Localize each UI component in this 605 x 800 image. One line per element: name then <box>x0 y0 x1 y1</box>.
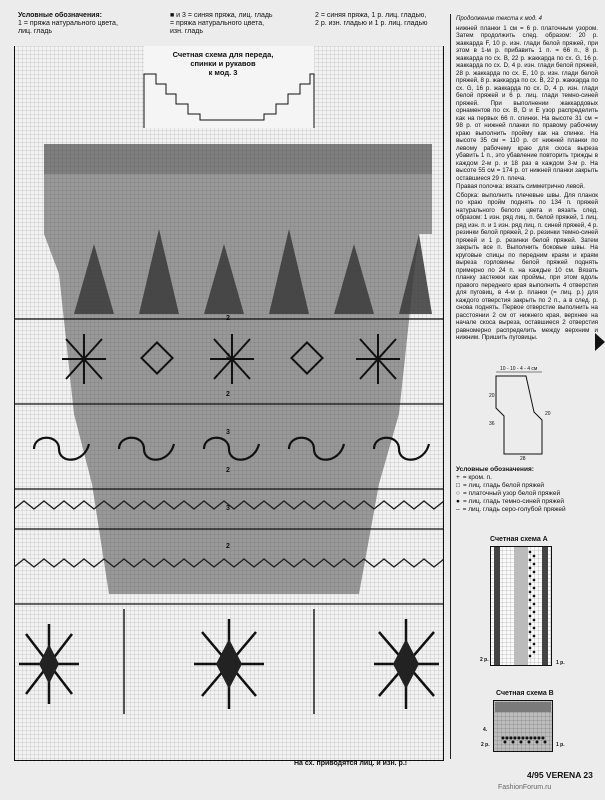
symbol-glyph: ● <box>456 498 460 505</box>
legend-item: ■ и 3 = синяя пряжа, лиц. гладь <box>170 12 273 19</box>
paragraph: Сборка: выполнить плечевые швы. Для планок по краю пройм поднять по 134 п. пряжей натурального белого цвета и вязать след. образом: 1 изн. ряд лиц. п. белой пряжей, 1 лиц. ряд изн. п. и 1 изн. ряд лиц. п. синей пряжей, 4 р. резинки белой пряжей, 2 р. резинки темно-синей пряжей и 1 р. резинки белой пряжей. Затем закрыть все п. Выполнить боковые швы. На круговые спицы по передним краям и краям выреза горловины белой пряжей поднять примерно по 24 п. на каждые 10 см. Вязать планку застежки как проймы, при этом вдоль правого переднего края выполнить 4 отверстия для пуговиц, в 4-м р. планки (= лиц. р.) для каждого отверстия закрыть по 2 п., а в след. р. снова поднять. Первое отверстие выполнить на расстоянии 2 см от нижнего края, верхнее на начале скоса выреза, оставшиеся 2 отверстия равномерно распределить между верхним и нижним. Пришить пуговицы. <box>456 191 598 341</box>
legend-item: 1 = пряжа натурального цвета, <box>18 20 118 27</box>
legend-row <box>456 498 596 506</box>
scheme-b-chart <box>493 700 553 752</box>
row-mark: 2 <box>226 543 230 550</box>
watermark: FashionForum.ru <box>498 784 552 791</box>
scheme-b-title: Счетная схема B <box>496 690 554 697</box>
paragraph: нижней планки 1 см = 6 р. платочным узором. Затем продолжить след. образом: 20 р. жаккарда F, 10 р. изн. глади белой пряжей, при этом в 1-м р. прибавить 1 п. = 66 п., 8 р. жаккарда по сх. B, 22 р. жаккарда по сх. G, 16 р. жаккарда по сх. D, 4 р. изн. глади белой пряжей, 28 р. жаккарда по сх. E, 10 р. изн. глади белой пряжей, 8 р. жаккарда по сх. B, 22 р. жаккарда по сх. G, 16 р. жаккарда по сх. D, 4 р. изн. глади белой пряжей и 6 р. лиц. глади темно-синей пряжей. При выполнении жаккардовых орнаментов по сх. B, D и E узор распределить как на первых 66 п. спинки. На высоте 31 см = 98 р. от нижней планки по правому рабочему краю выполнить пройму как на спинке. На высоте 35 см = 110 р. от нижней планки по левому рабочему краю для скоса выреза убавить 1 п., это убавление повторить трижды в каждом 2-м р. и 18 раз в каждом 3-м р. На высоте 55 см = 174 р. от нижней планки закрыть оставшиеся 29 п. плеча. <box>456 24 598 182</box>
column-divider <box>450 14 451 759</box>
legend-text: = кром. п. <box>462 474 492 481</box>
scheme-a-title: Счетная схема A <box>490 536 548 543</box>
pattern-label-top: 10 - 10 - 4 - 4 см <box>500 366 538 372</box>
row-mark: 2 <box>226 467 230 474</box>
scheme-b-mark-left: 4. <box>483 727 488 733</box>
instructions-text <box>456 16 598 343</box>
scheme-b-mark-right: 1 р. <box>556 742 565 748</box>
row-marks <box>226 300 230 566</box>
legend-row <box>456 482 596 490</box>
legend-item: 2 р. изн. гладью и 1 р. лиц. гладью <box>315 20 428 27</box>
scheme-b-mark-left: 2 р. <box>481 742 490 748</box>
legend-title: Условные обозначения: <box>18 12 102 19</box>
row-mark: 3 <box>226 353 230 360</box>
symbols-legend <box>456 466 596 514</box>
legend-row <box>456 490 596 498</box>
scheme-a-chart <box>490 546 552 666</box>
row-mark: 3 <box>226 505 230 512</box>
legend-item: изн. гладь <box>170 28 203 35</box>
pattern-label: 36 <box>489 421 495 427</box>
page-tab-arrow-icon <box>595 333 605 351</box>
chart-title-line: спинки и рукавов <box>190 59 256 68</box>
legend-item: = пряжа натурального цвета, <box>170 20 265 27</box>
legend-text: = лиц. гладь темно-синей пряжей <box>462 498 564 505</box>
legend-text: = лиц. гладь серо-голубой пряжей <box>462 506 566 513</box>
legend-item: 2 = синяя пряжа, 1 р. лиц. гладью, <box>315 12 427 19</box>
legend-title: Условные обозначения: <box>456 466 534 473</box>
page-number: 4/95 VERENA 23 <box>527 770 593 780</box>
legend-text: = платочный узор белой пряжей <box>462 490 561 497</box>
footer-note: На сх. приводятся лиц. и изн. р.! <box>294 760 408 767</box>
pattern-label: 28 <box>520 456 526 462</box>
continuation-label: Продолжение текста к мод. 4 <box>456 16 543 22</box>
paragraph: Правая полочка: вязать симметрично левой. <box>456 183 585 190</box>
legend-text: = лиц. гладь белой пряжей <box>462 482 545 489</box>
chart-title-line: Счетная схема для переда, <box>172 50 274 59</box>
symbol-glyph: – <box>456 506 460 513</box>
row-mark: 2 <box>226 391 230 398</box>
symbol-glyph: □ <box>456 482 460 489</box>
row-mark: 2 <box>226 315 230 322</box>
scheme-a-mark-left: 2 р. <box>480 657 489 663</box>
pattern-label: 20 <box>545 411 551 417</box>
top-legend <box>10 12 450 46</box>
legend-row <box>456 506 596 514</box>
legend-item: лиц. гладь <box>18 28 53 35</box>
pattern-label: 20 <box>489 393 495 399</box>
symbol-glyph: + <box>456 474 460 481</box>
row-mark: 3 <box>226 429 230 436</box>
scheme-a-mark-right: 1 р. <box>556 660 565 666</box>
symbol-glyph: ○ <box>456 490 460 497</box>
chart-title <box>168 50 278 77</box>
legend-row <box>456 474 596 482</box>
chart-title-line: к мод. 3 <box>208 68 238 77</box>
